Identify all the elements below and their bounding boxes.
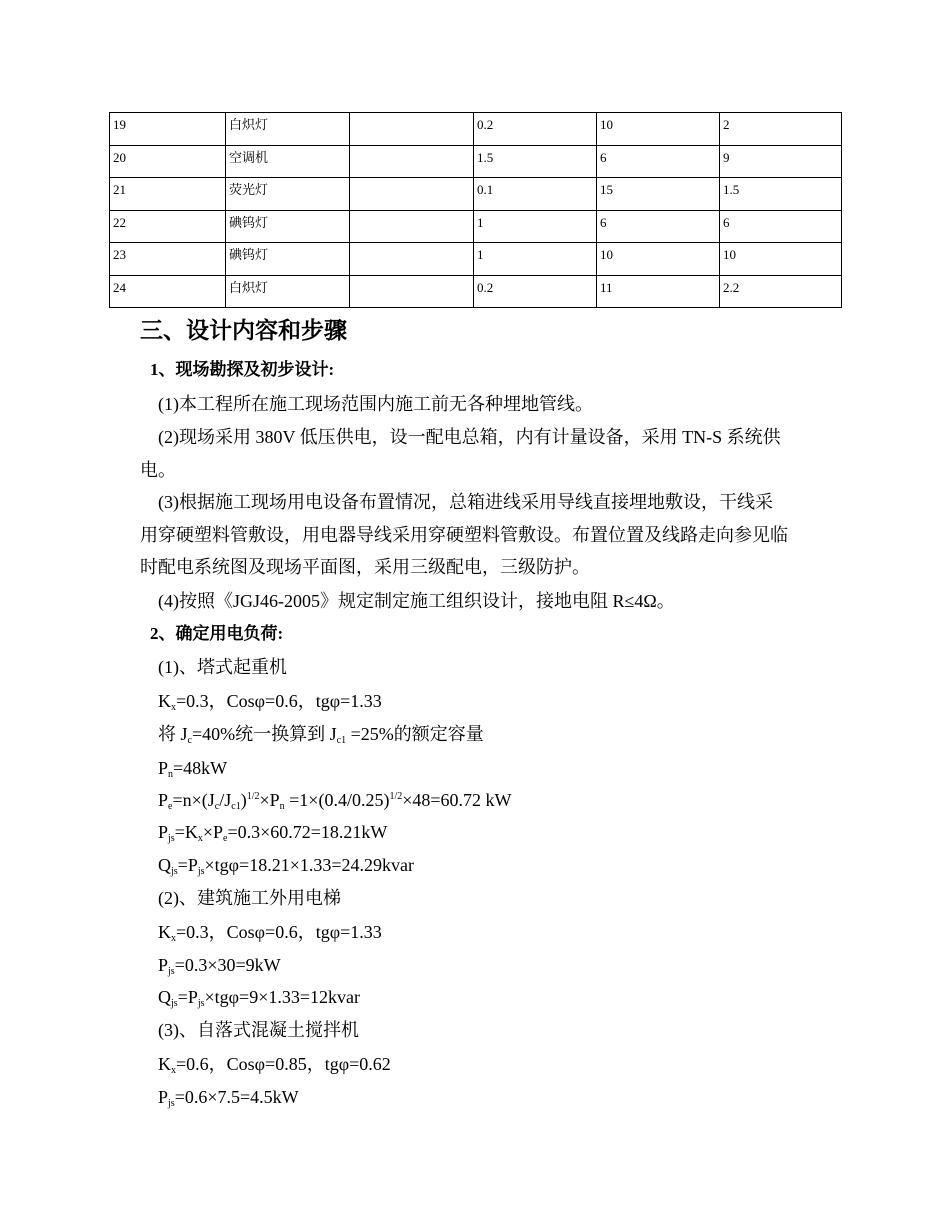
table-row [110,178,842,211]
table-cell: 碘钨灯 [226,210,350,243]
item-title: (3)、自落式混凝土搅拌机 [158,1020,359,1040]
table-cell: 荧光灯 [226,178,350,211]
formula-line [158,788,512,812]
text: Q [158,987,171,1007]
text: =1×(0.4/0.25) [284,790,390,810]
text: =P [177,855,198,875]
section-heading: 三、设计内容和步骤 [140,318,347,343]
paragraph: (4)按照《JGJ46-2005》规定制定施工组织设计，接地电阻 R≤4Ω。 [158,591,675,611]
formula-line [158,1052,391,1076]
text: =40%统一换算到 J [191,724,337,744]
table-cell: 白炽灯 [226,275,350,308]
text: ×48=60.72 kW [402,790,512,810]
table-cell: 0.1 [474,178,597,211]
subscript: js [197,998,205,1009]
text: K [158,691,171,711]
text: /J [219,790,232,810]
subscript: x [171,1065,176,1076]
subscript: js [168,833,175,844]
superscript: 1/2 [389,791,403,802]
table-cell: 1 [474,243,597,276]
paragraph: 时配电系统图及现场平面图，采用三级配电，三级防护。 [140,557,590,577]
text: =0.6×7.5=4.5kW [174,1087,299,1107]
table-cell: 0.2 [474,275,597,308]
table-cell: 20 [110,145,226,178]
table-row [110,243,842,276]
text: =0.3，Cosφ=0.6，tgφ=1.33 [176,922,382,942]
table-cell [350,275,474,308]
text: P [158,758,169,778]
equipment-table-body [110,113,842,308]
subscript: x [171,702,176,713]
formula-line [158,920,382,944]
subscript: e [168,801,173,812]
text: 将 J [158,724,188,744]
formula-line [158,853,414,877]
subscript: js [171,866,178,877]
text: =25%的额定容量 [346,724,484,744]
superscript: 1/2 [246,791,260,802]
subscript: x [197,833,203,844]
table-cell [350,178,474,211]
text: =K [174,822,198,842]
table-cell [350,113,474,146]
table-cell: 10 [597,243,720,276]
table-row [110,275,842,308]
table-row [110,145,842,178]
table-cell: 19 [110,113,226,146]
paragraph: (1)本工程所在施工现场范围内施工前无各种埋地管线。 [158,394,593,414]
table-cell: 10 [597,113,720,146]
table-cell: 6 [597,145,720,178]
formula-line [158,689,382,713]
table-cell: 2 [720,113,842,146]
paragraph: 电。 [140,460,176,480]
table-cell: 23 [110,243,226,276]
table-cell: 22 [110,210,226,243]
text: =n×(J [172,790,215,810]
table-cell: 6 [597,210,720,243]
text: ×tgφ=18.21×1.33=24.29kvar [204,855,414,875]
text: ) [240,790,247,810]
subscript: c1 [231,801,241,812]
text: =0.6，Cosφ=0.85，tgφ=0.62 [176,1054,391,1074]
table-cell: 9 [720,145,842,178]
table-cell: 2.2 [720,275,842,308]
text: P [158,822,169,842]
table-cell: 15 [597,178,720,211]
paragraph: 用穿硬塑料管敷设，用电器导线采用穿硬塑料管敷设。布置位置及线路走向参见临 [140,525,788,545]
table-cell: 10 [720,243,842,276]
equipment-table [109,112,842,308]
text: K [158,922,171,942]
paragraph: (3)根据施工现场用电设备布置情况，总箱进线采用导线直接埋地敷设，干线采 [158,492,773,512]
subscript: n [279,801,285,812]
subscript: x [171,933,176,944]
table-cell [350,243,474,276]
text: =0.3×60.72=18.21kW [227,822,388,842]
subscript: js [171,998,178,1009]
text: =0.3，Cosφ=0.6，tgφ=1.33 [176,691,382,711]
text: =0.3×30=9kW [174,955,281,975]
subsection-heading: 1、现场勘探及初步设计: [150,360,335,379]
table-cell: 24 [110,275,226,308]
subscript: n [168,769,174,780]
subscript: js [168,1098,175,1109]
paragraph: (2)现场采用 380V 低压供电，设一配电总箱，内有计量设备，采用 TN-S 系统供 [158,427,781,447]
subscript: js [197,866,205,877]
formula-line [158,722,484,746]
text: =48kW [173,758,228,778]
table-row [110,210,842,243]
subscript: c1 [336,735,347,746]
text: ×P [202,822,224,842]
text: P [158,790,169,810]
table-cell: 0.2 [474,113,597,146]
formula-line [158,953,281,977]
table-cell [350,210,474,243]
text: P [158,1087,169,1107]
subscript: c [187,735,192,746]
text: P [158,955,169,975]
formula-line [158,985,360,1009]
formula-line [158,820,387,844]
formula-line [158,1085,299,1109]
table-cell: 11 [597,275,720,308]
item-title: (1)、塔式起重机 [158,657,287,677]
table-cell [350,145,474,178]
text: ×P [259,790,280,810]
subscript: e [223,833,228,844]
table-cell: 1 [474,210,597,243]
table-cell: 1.5 [474,145,597,178]
table-cell: 碘钨灯 [226,243,350,276]
text: K [158,1054,171,1074]
table-cell: 1.5 [720,178,842,211]
subsection-heading: 2、确定用电负荷: [150,624,284,643]
text: ×tgφ=9×1.33=12kvar [204,987,360,1007]
table-cell: 21 [110,178,226,211]
table-cell: 白炽灯 [226,113,350,146]
subscript: js [168,966,175,977]
subscript: c [214,801,220,812]
formula-line [158,756,227,780]
table-cell: 6 [720,210,842,243]
table-cell: 空调机 [226,145,350,178]
text: Q [158,855,171,875]
table-row [110,113,842,146]
text: =P [177,987,198,1007]
item-title: (2)、建筑施工外用电梯 [158,888,341,908]
